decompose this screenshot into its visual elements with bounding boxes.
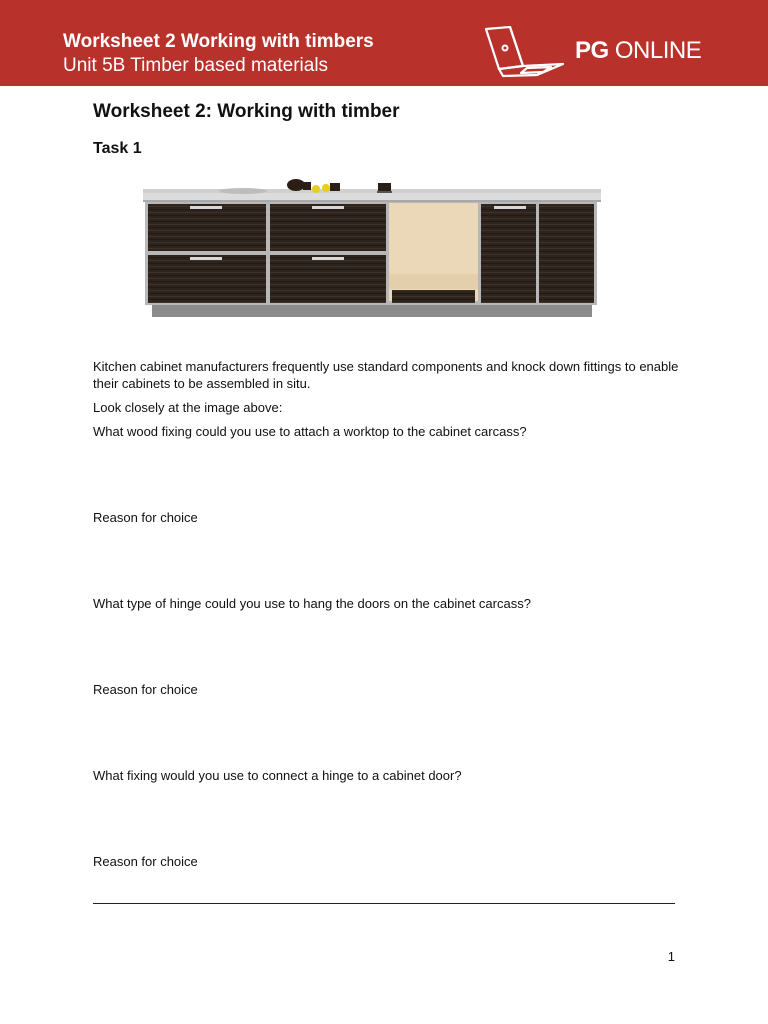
reason-label-1: Reason for choice — [93, 510, 198, 525]
footer-divider — [93, 903, 675, 904]
reason-label-3: Reason for choice — [93, 854, 198, 869]
unit-subtitle: Unit 5B Timber based materials — [63, 55, 329, 76]
task-heading: Task 1 — [93, 140, 142, 157]
instruction-text: Look closely at the image above: — [93, 400, 283, 415]
reason-label-2: Reason for choice — [93, 682, 198, 697]
page-number: 1 — [667, 949, 675, 964]
question-3: What fixing would you use to connect a hinge to a cabinet door? — [93, 768, 462, 783]
intro-paragraph: Kitchen cabinet manufacturers frequently use standard components and knock down fittings to enable their cabinets to be assembled in situ. — [93, 359, 679, 391]
pg-online-logo: PG ONLINE — [575, 37, 702, 64]
kitchen-cabinet-image — [140, 175, 605, 320]
document-title: Worksheet 2: Working with timber — [93, 101, 400, 122]
question-2: What type of hinge could you use to hang the doors on the cabinet carcass? — [93, 596, 531, 611]
worksheet-title: Worksheet 2 Working with timbers — [63, 31, 374, 52]
question-1: What wood fixing could you use to attach a worktop to the cabinet carcass? — [93, 424, 527, 439]
laptop-icon — [483, 26, 567, 78]
header-banner — [0, 0, 768, 86]
